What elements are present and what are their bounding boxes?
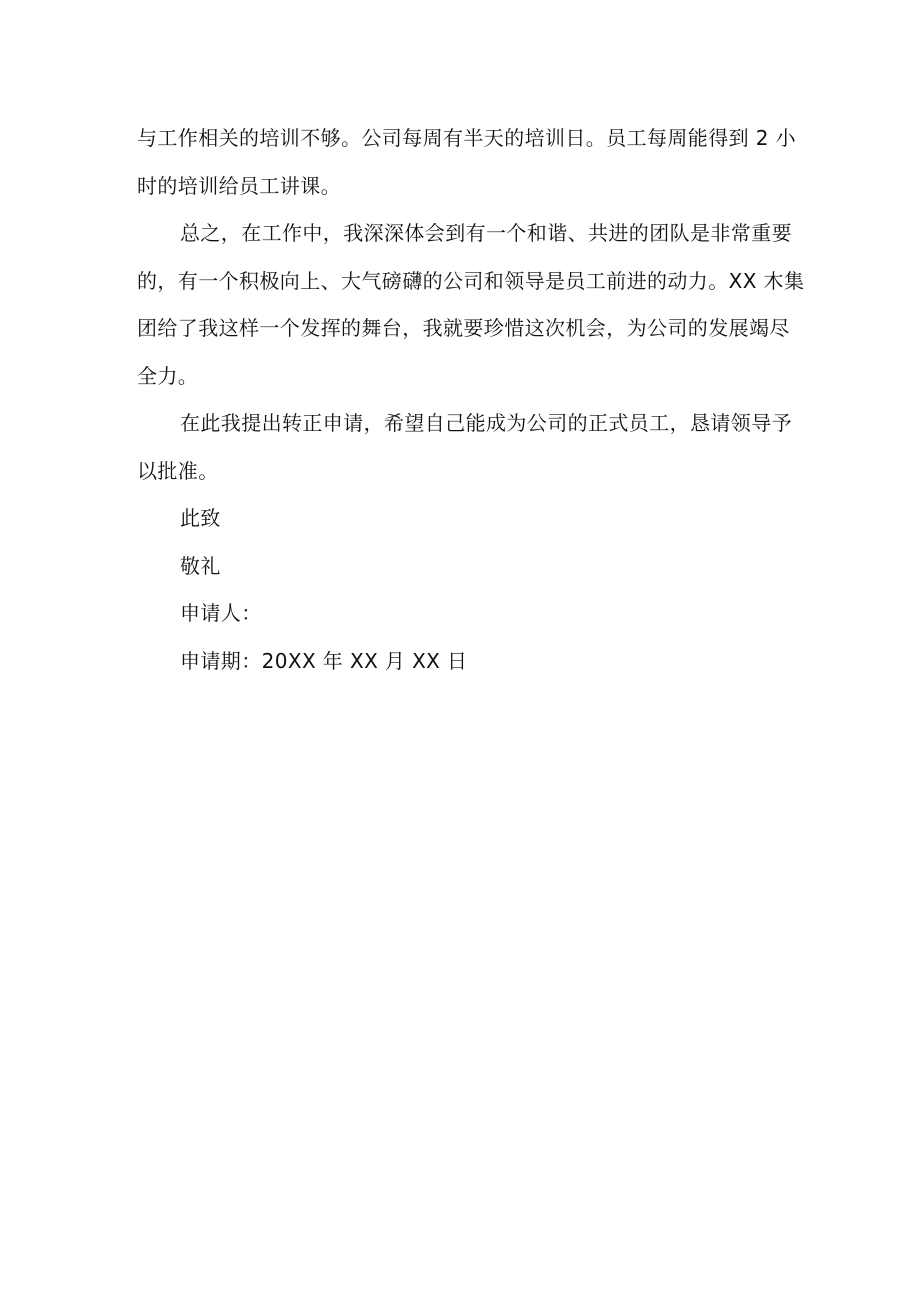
salutation-line-1: 此致 [180,506,221,530]
text-line: 时的培训给员工讲课。 [137,173,341,198]
text-line: 总之，在工作中，我深深体会到有一个和谐、共进的团队是非常重要 [180,221,792,245]
closing-block [137,495,785,685]
text-line: 的，有一个积极向上、大气磅礴的公司和领导是员工前进的动力。XX 木集 [137,268,805,293]
salutation-line-2: 敬礼 [180,553,221,578]
text-line: 以批准。 [137,458,219,483]
text-line: 团给了我这样一个发挥的舞台，我就要珍惜这次机会，为公司的发展竭尽 [137,316,790,340]
text-line: 与工作相关的培训不够。公司每周有半天的培训日。员工每周能得到 2 小 [137,126,797,150]
paragraph-summary [137,210,805,400]
applicant-label: 申请人： [180,601,262,625]
text-line: 在此我提出转正申请，希望自己能成为公司的正式员工，恳请领导予 [180,411,792,435]
application-date: 申请期：20XX 年 XX 月 XX 日 [180,648,468,673]
document-body [137,115,805,685]
paragraph-request [137,400,792,495]
paragraph-training [137,115,797,210]
text-line: 全力。 [137,363,199,388]
